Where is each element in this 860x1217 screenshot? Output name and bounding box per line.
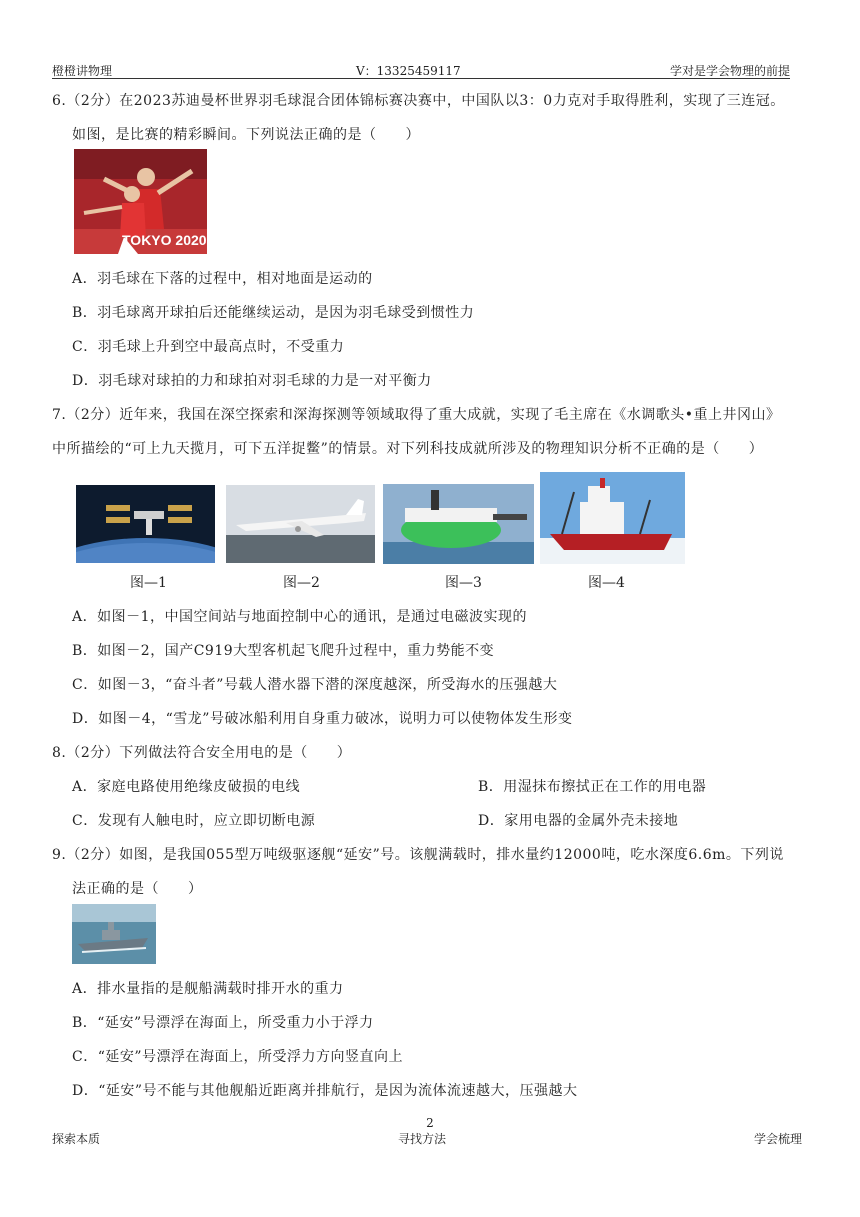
header-center: V：13325459117 [356,64,461,78]
fig3-caption: 图—3 [445,575,482,591]
q8-option-c: C．发现有人触电时，应立即切断电源 [72,813,316,829]
fig2-caption: 图—2 [283,575,320,591]
page-footer [52,1130,802,1146]
page-header [52,62,790,79]
q9-option-a: A．排水量指的是舰船满载时排开水的重力 [72,981,344,997]
q9-stem-line1: 9.（2分）如图，是我国055型万吨级驱逐舰“延安”号。该舰满载时，排水量约12000吨，吃水深度6.6m。下列说 [52,847,784,863]
header-right: 学对是学会物理的前提 [669,64,790,78]
q7-stem-line1: 7.（2分）近年来，我国在深空探索和深海探测等领域取得了重大成就，实现了毛主席在《水调歌头•重上井冈山》 [52,407,781,423]
footer-left: 探索本质 [52,1132,101,1146]
header-left: 橙橙讲物理 [52,64,113,78]
q6-option-d: D．羽毛球对球拍的力和球拍对羽毛球的力是一对平衡力 [72,373,432,389]
fig2-airplane-image [226,485,375,563]
q7-stem-line2: 中所描绘的“可上九天揽月，可下五洋捉鳖”的情景。对下列科技成就所涉及的物理知识分析不正确的是（ ） [52,441,764,457]
footer-right: 学会梳理 [753,1132,802,1146]
q6-option-a: A．羽毛球在下落的过程中，相对地面是运动的 [72,271,373,287]
q6-option-c: C．羽毛球上升到空中最高点时，不受重力 [72,339,345,355]
q9-destroyer-photo [72,904,156,964]
q6-stem-line2: 如图，是比赛的精彩瞬间。下列说法正确的是（ ） [72,127,420,143]
q8-stem: 8.（2分）下列做法符合安全用电的是（ ） [52,745,352,761]
fig4-caption: 图—4 [588,575,625,591]
fig1-caption: 图—1 [130,575,167,591]
q8-option-b: B．用湿抹布擦拭正在工作的用电器 [478,779,707,795]
q9-option-c: C．“延安”号漂浮在海面上，所受浮力方向竖直向上 [72,1049,404,1065]
q7-option-b: B．如图－2，国产C919大型客机起飞爬升过程中，重力势能不变 [72,643,495,659]
q7-option-a: A．如图－1，中国空间站与地面控制中心的通讯，是通过电磁波实现的 [72,609,528,625]
q7-option-d: D．如图－4，“雪龙”号破冰船利用自身重力破冰，说明力可以使物体发生形变 [72,711,573,727]
tokyo-watermark: TOKYO 2020 [122,232,207,248]
fig1-space-station-image [76,485,215,563]
q6-badminton-photo [74,149,207,254]
q8-option-a: A．家庭电路使用绝缘皮破损的电线 [72,779,301,795]
q6-stem-line1: 6.（2分）在2023苏迪曼杯世界羽毛球混合团体锦标赛决赛中，中国队以3：0力克对手取得胜利，实现了三连冠。 [52,93,785,109]
q9-stem-line2: 法正确的是（ ） [72,881,203,897]
page-number: 2 [426,1116,434,1130]
fig3-submersible-image [383,484,534,564]
q9-option-d: D．“延安”号不能与其他舰船近距离并排航行，是因为流体流速越大，压强越大 [72,1083,578,1099]
q7-option-c: C．如图－3，“奋斗者”号载人潜水器下潜的深度越深，所受海水的压强越大 [72,677,558,693]
footer-center: 寻找方法 [398,1132,447,1146]
fig4-icebreaker-image [540,472,685,564]
q6-option-b: B．羽毛球离开球拍后还能继续运动，是因为羽毛球受到惯性力 [72,305,475,321]
q9-option-b: B．“延安”号漂浮在海面上，所受重力小于浮力 [72,1015,374,1031]
q8-option-d: D．家用电器的金属外壳未接地 [478,813,679,829]
